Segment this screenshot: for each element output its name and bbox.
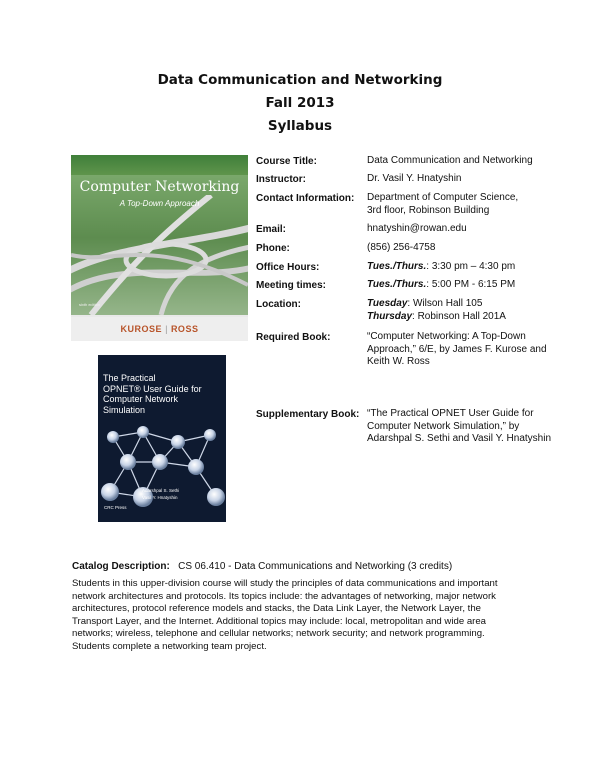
book2-title — [103, 373, 202, 415]
book1-subtitle: A Top-Down Approach — [119, 199, 200, 208]
page-title-line-3: Syllabus — [267, 118, 333, 134]
location-day-1: Tuesday — [367, 298, 408, 309]
book2-title-line-2: OPNET® User Guide for — [103, 383, 202, 394]
contact-value-line-2: 3rd floor, Robinson Building — [367, 204, 490, 216]
phone-value: (856) 256-4758 — [367, 242, 436, 253]
book2-author-2: Vasil Y. Hnatyshin — [142, 495, 178, 500]
email-value: hnatyshin@rowan.edu — [367, 223, 467, 234]
supplementary-book-label: Supplementary Book: — [256, 409, 360, 420]
book1-author-ross: ROSS — [170, 324, 199, 334]
book2-title-line-4: Simulation — [103, 404, 146, 415]
course-title-value: Data Communication and Networking — [367, 155, 533, 166]
instructor-value: Dr. Vasil Y. Hnatyshin — [367, 173, 462, 184]
office-hours-time: : 3:30 pm – 4:30 pm — [426, 261, 516, 272]
supplementary-book-value: “The Practical OPNET User Guide for Computer Network Simulation,” by Adarshpal S. Sethi and Vasil Y. Hnatyshin — [367, 408, 552, 444]
highway-interchange-illustration — [71, 195, 248, 315]
book2-title-line-1: The Practical — [103, 373, 156, 383]
contact-value-line-1: Department of Computer Science, — [367, 192, 519, 203]
computer-networking-book-cover: Computer Networking A Top-Down Approach sixth edition KUROSE | ROSS — [71, 155, 248, 341]
book1-author-kurose: KUROSE — [120, 324, 163, 334]
phone-label: Phone: — [256, 243, 290, 254]
catalog-value: CS 06.410 - Data Communications and Networking (3 credits) — [178, 561, 453, 572]
instructor-label: Instructor: — [256, 174, 306, 185]
required-book-label: Required Book: — [256, 332, 331, 343]
catalog-label: Catalog Description: — [72, 561, 170, 572]
contact-value — [367, 192, 557, 217]
course-title-label: Course Title: — [256, 156, 317, 167]
book2-title-line-3: Computer Network — [103, 394, 179, 404]
location-label: Location: — [256, 299, 301, 310]
office-hours-value — [367, 261, 557, 274]
location-place-2: : Robinson Hall 201A — [412, 310, 506, 322]
catalog-line — [72, 561, 452, 572]
book2-author-1: Adarshpal S. Sethi — [142, 488, 180, 493]
book2-publisher: CRC Press — [104, 505, 127, 510]
meeting-times-value — [367, 279, 557, 292]
meeting-times-days: Tues./Thurs. — [367, 279, 427, 290]
office-hours-label: Office Hours: — [256, 262, 320, 273]
meeting-times-label: Meeting times: — [256, 280, 327, 291]
office-hours-days: Tues./Thurs. — [367, 261, 427, 272]
book1-edition: sixth edition — [79, 302, 101, 307]
course-description: Students in this upper-division course will study the principles of data communications and important network architectures and protocols. Its topics include: the advantages of networking, major network architectures, protocol reference models and stacks, the Data Link Layer, the Network Layer, the Transport Layer, and the Internet. Additional topics may include: local, metropolitan and wide area networks; wireless, telephone and cellular networks; network security; and network programming. Students complete a networking team project. — [72, 578, 498, 652]
page-title-line-1: Data Communication and Networking — [157, 72, 443, 88]
contact-label: Contact Information: — [256, 193, 355, 204]
page-title-line-2: Fall 2013 — [265, 95, 335, 111]
book1-title: Computer Networking — [79, 179, 240, 195]
location-value — [367, 298, 557, 323]
required-book-value: “Computer Networking: A Top-Down Approach,” 6/E, by James F. Kurose and Keith W. Ross — [367, 331, 547, 367]
opnet-user-guide-book-cover — [98, 355, 226, 522]
meeting-times-time: : 5:00 PM - 6:15 PM — [426, 279, 516, 290]
email-label: Email: — [256, 224, 287, 235]
location-place-1: : Wilson Hall 105 — [407, 298, 483, 309]
location-day-2: Thursday — [367, 310, 413, 322]
